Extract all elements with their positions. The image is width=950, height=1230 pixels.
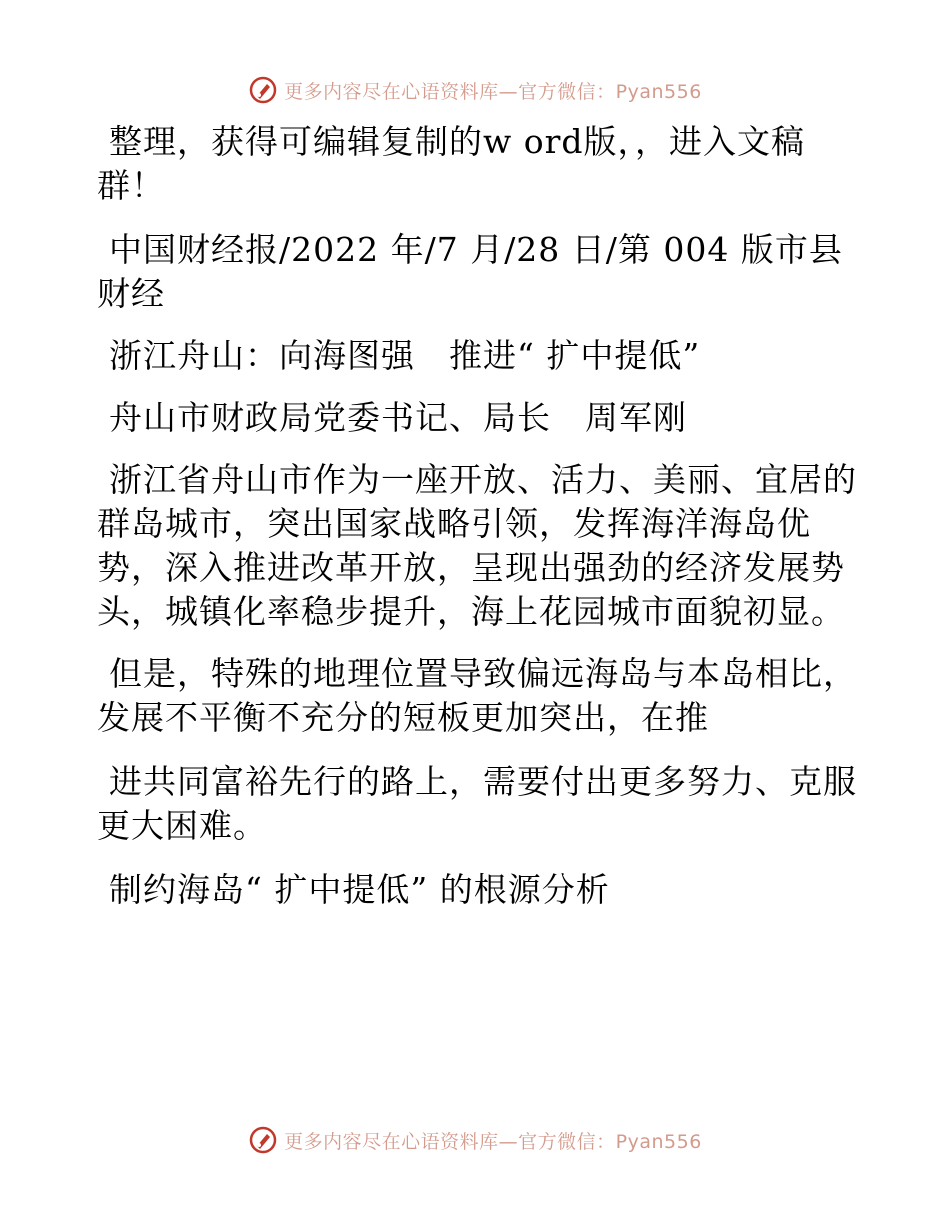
paragraph-source-line: 中国财经报/2022 年/7 月/28 日/第 004 版市县财经 [97,230,843,313]
pen-nib-circle-icon [248,75,278,105]
section-heading: 制约海岛“ 扩中提低” 的根源分析 [109,870,610,909]
watermark-text: 更多内容尽在心语资料库—官方微信：Pyan556 [284,80,702,103]
author-byline: 舟山市财政局党委书记、局长 周军刚 [109,398,687,437]
document-body [97,120,857,912]
header-watermark [0,70,950,110]
paragraph-body-1: 浙江省舟山市作为一座开放、活力、美丽、宜居的群岛城市，突出国家战略引领，发挥海洋海岛优势，深入推进改革开放，呈现出强劲的经济发展势头，城镇化率稳步提升，海上花园城市面貌初显。 [97,460,857,631]
paragraph-body-2: 但是，特殊的地理位置导致偏远海岛与本岛相比，发展不平衡不充分的短板更加突出，在推 [97,654,857,737]
footer-watermark [0,1120,950,1160]
paragraph-body-3: 进共同富裕先行的路上，需要付出更多努力、克服更大困难。 [97,762,857,845]
article-title: 浙江舟山：向海图强 推进“ 扩中提低” [109,336,701,375]
pen-nib-circle-icon [248,1125,278,1155]
paragraph-intro-note: 整理，获得可编辑复制的w ord版，，进入文稿群！ [97,122,806,205]
watermark-text: 更多内容尽在心语资料库—官方微信：Pyan556 [284,1130,702,1153]
